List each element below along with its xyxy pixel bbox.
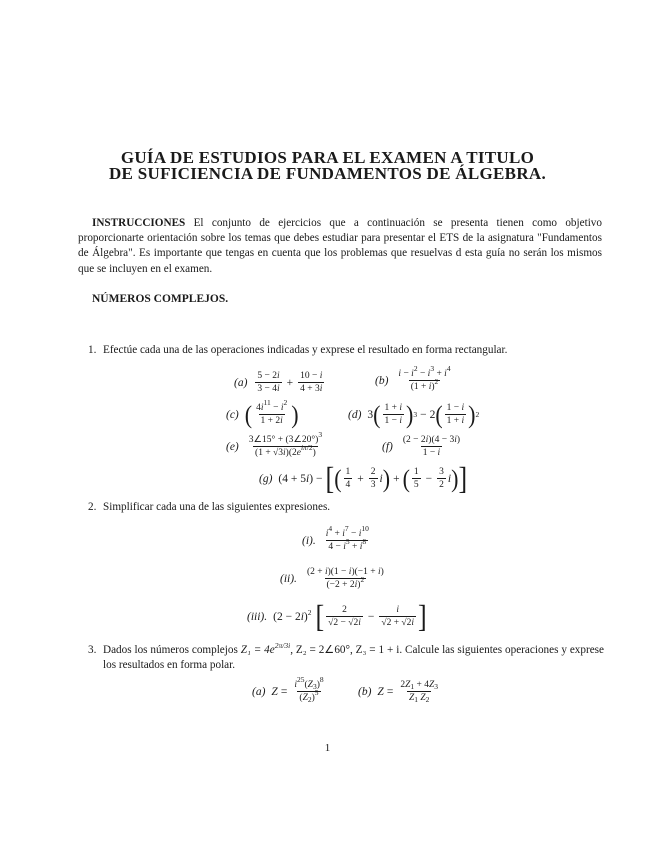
problem-3	[88, 643, 604, 673]
problem-2iii: (iii). $(2 - 2i)^2$ [ $\frac{2}{√2 - √2i}$ − $\frac{i}{√2 + √2i}$ ]	[247, 598, 427, 634]
instructions-label: INSTRUCCIONES	[92, 217, 186, 229]
problem-3a: (a) Z = $\frac{i^{25}(Z_3)^8}{(Z_2)^5}$	[252, 675, 324, 704]
problem-1g: (g) (4 + 5i) − [ ( $\frac{1}{4}$ + $\frac{2}{3}$ i ) + ( $\frac{1}{5}$ − $\frac{3}{2}$ i ) ]	[259, 460, 468, 496]
problem-statement: Simplificar cada una de las siguientes expresiones.	[103, 501, 331, 513]
section-heading: NÚMEROS COMPLEJOS.	[92, 293, 229, 305]
problem-1d: (d) 3 ( $\frac{1 + i}{1 - i}$ ) 3 − 2 ( $\frac{1 - i}{1 + i}$ ) 2	[348, 399, 480, 429]
problem-number: 3.	[88, 644, 97, 656]
instructions-paragraph	[78, 216, 602, 277]
problem-number: 2.	[88, 501, 97, 513]
problem-1	[88, 343, 604, 358]
problem-number: 1.	[88, 344, 97, 356]
problem-3b: (b) Z = $\frac{2Z_1 + 4Z_3}{Z_1 Z_2}$	[358, 680, 439, 704]
title-line-1: GUÍA DE ESTUDIOS PARA EL EXAMEN A TITULO	[120, 148, 535, 167]
problem-2	[88, 500, 604, 515]
problem-1f: (f) $\frac{(2 - 2i)(4 - 3i)}{1 - i}$	[382, 435, 461, 458]
problem-1e: (e) $\frac{3\angle 15^\circ + (3\angle 20^\circ)^3}{(1 + √3i)(2e^{i\pi/2})}$	[226, 430, 323, 458]
problem-1c: (c) ( $\frac{4i^{11} - i^2}{1 + 2i}$ )	[226, 398, 299, 429]
page-number: 1	[324, 742, 331, 754]
title-line-2: DE SUFICIENCIA DE FUNDAMENTOS DE ÁLGEBRA.	[108, 164, 547, 183]
instructions-text: El conjunto de ejercicios que a continuación se presenta tienen como objetivo proporcionarte orientación sobre los temas que debes estudiar para presentar el ETS de la asignatura "Fundamentos de Álgebra". Es importante que tengas en cuenta que los problemas que resuelvas d esta guía no serán los mismos que se incluyen en el examen.	[78, 217, 602, 275]
problem-1a: (a) $\frac{5 - 2i}{3 - 4i}$ + $\frac{10 - i}{4 + 3i}$	[234, 371, 323, 394]
problem-2i: (i). $\frac{i^4 + i^7 - i^{10}}{4 - i^5 + i^8}$	[302, 524, 369, 552]
problem-1b: (b) $\frac{i - i^2 - i^3 + i^4}{(1 + i)^2}$	[375, 364, 451, 392]
problem-2ii: (ii). $\frac{(2 + i)(1 - i)(-1 + i)}{(-2 + 2i)^2}$	[280, 567, 384, 590]
page-title	[0, 150, 655, 182]
problem-statement: Dados los números complejos $Z_1 = 4e^{2\pi/3i}$, Z₂ = 2∠60°, Z₃ = 1 + i. Calcule las siguientes operaciones y exprese los resultados en forma polar.	[103, 641, 604, 671]
problem-statement: Efectúe cada una de las operaciones indicadas y exprese el resultado en forma rectangular.	[103, 344, 508, 356]
